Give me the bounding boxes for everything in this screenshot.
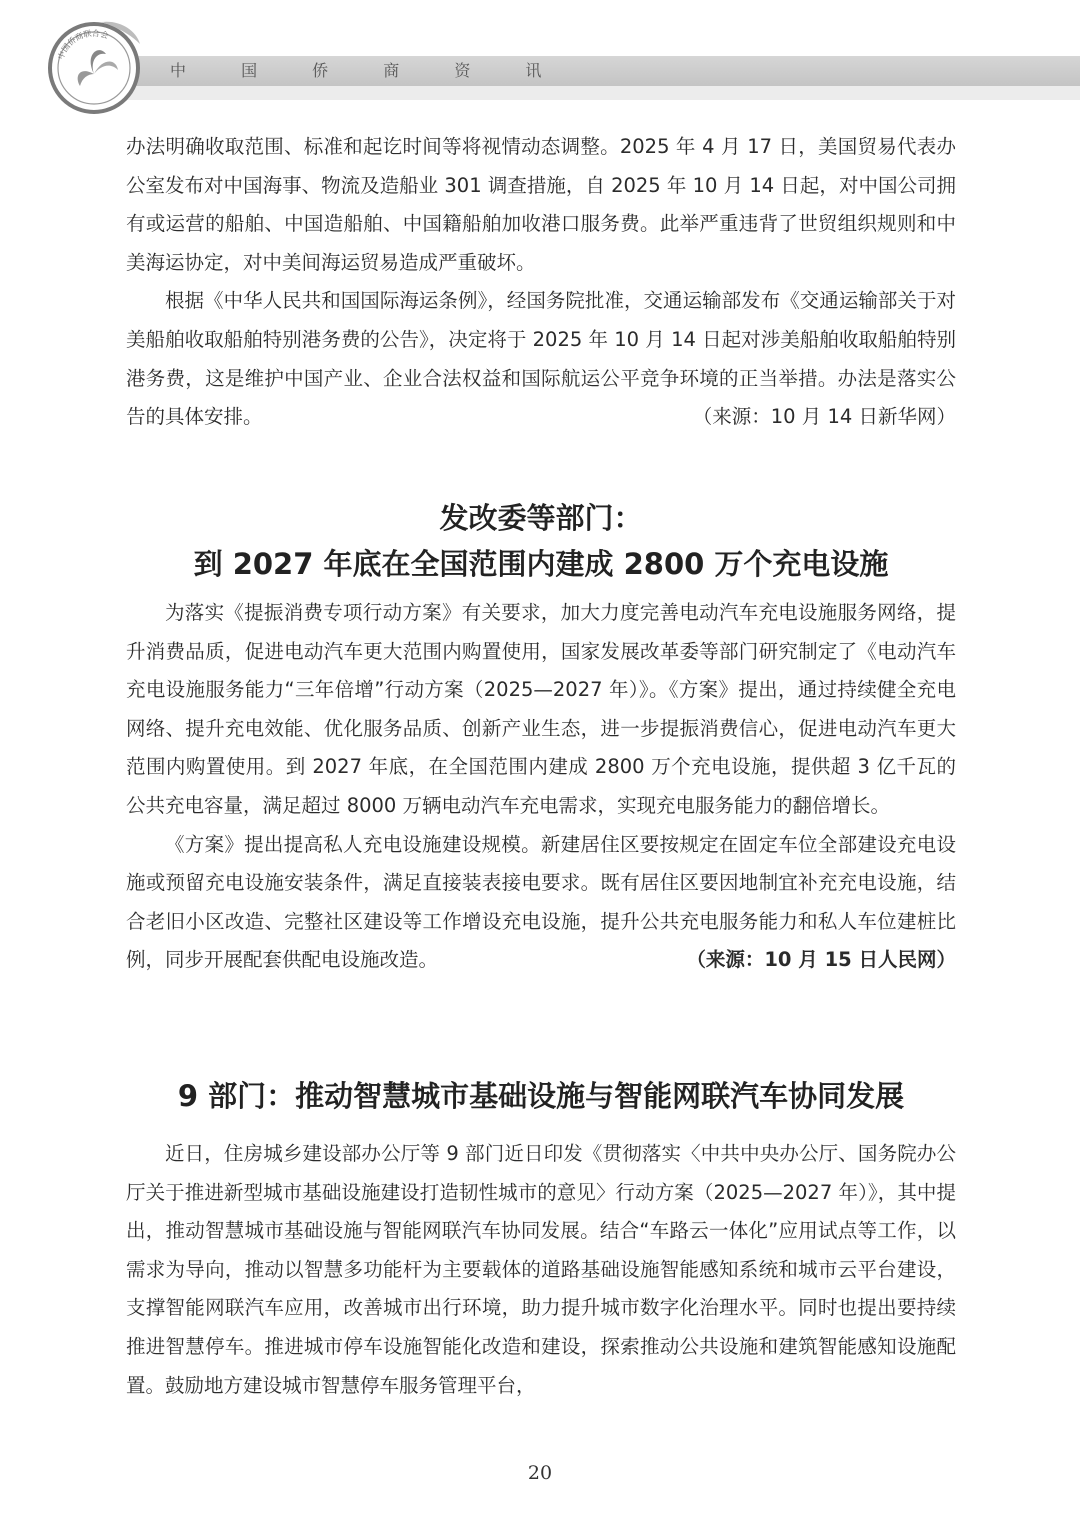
headline: 到 2027 年底在全国范围内建成 2800 万个充电设施 (193, 547, 889, 581)
section-3 (126, 1135, 956, 1405)
paragraph: 根据《中华人民共和国国际海运条例》，经国务院批准，交通运输部发布《交通运输部关于对美船舶收取船舶特别港务费的公告》，决定将于 2025 年 10 月 14 日起对涉美船舶收取船舶特别港务费，这是维护中国产业、企业合法权益和国际航运公平竞争环境的正当举措。办法是落实公告的具体安排。 （来源：10 月 14 日新华网） (126, 282, 956, 436)
source-note: （来源：10 月 15 日人民网） (686, 948, 956, 972)
section-2 (126, 594, 956, 980)
header-title: 中 国 侨 商 资 讯 (170, 61, 567, 80)
paragraph: 《方案》提出提高私人充电设施建设规模。新建居住区要按规定在固定车位全部建设充电设施或预留充电设施安装条件，满足直接装表接电要求。既有居住区要因地制宜补充充电设施，结合老旧小区改造、完整社区建设等工作增设充电设施，提升公共充电服务能力和私人车位建桩比例，同步开展配套供配电设施改造。 （来源：10 月 15 日人民网） (126, 826, 956, 980)
paragraph: 办法明确收取范围、标准和起讫时间等将视情动态调整。2025 年 4 月 17 日，美国贸易代表办公室发布对中国海事、物流及造船业 301 调查措施，自 2025 年 10 月 14 日起，对中国公司拥有或运营的船舶、中国造船舶、中国籍船舶加收港口服务费。此举严重违背了世贸组织规则和中美海运协定，对中美间海运贸易造成严重破坏。 (126, 135, 956, 274)
paragraph: 近日，住房城乡建设部办公厅等 9 部门近日印发《贯彻落实〈中共中央办公厅、国务院办公厅关于推进新型城市基础设施建设打造韧性城市的意见〉行动方案（2025—2027 年）》，其中提出，推动智慧城市基础设施与智能网联汽车协同发展。结合“车路云一体化”应用试点等工作，以需求为导向，推动以智慧多功能杆为主要载体的道路基础设施智能感知系统和城市云平台建设，支撑智能网联汽车应用，改善城市出行环境，助力提升城市数字化治理水平。同时也提出要持续推进智慧停车。推进城市停车设施智能化改造和建设，探索推动公共设施和建筑智能感知设施配置。鼓励地方建设城市智慧停车服务管理平台， (126, 1142, 956, 1397)
page-number: 20 (527, 1462, 553, 1484)
section-1 (126, 128, 956, 437)
headline: 发改委等部门： (439, 501, 643, 535)
logo (44, 14, 144, 114)
paragraph: 为落实《提振消费专项行动方案》有关要求，加大力度完善电动汽车充电设施服务网络，提升消费品质，促进电动汽车更大范围内购置使用，国家发展改革委等部门研究制定了《电动汽车充电设施服务能力“三年倍增”行动方案（2025—2027 年）》。《方案》提出，通过持续健全充电网络、提升充电效能、优化服务品质、创新产业生态，进一步提振消费信心，促进电动汽车更大范围内购置使用。到 2027 年底，在全国范围内建成 2800 万个充电设施，提供超 3 亿千瓦的公共充电容量，满足超过 8000 万辆电动汽车充电需求，实现充电服务能力的翻倍增长。 (126, 601, 956, 817)
logo-text: 中国侨商联合会 (56, 28, 110, 61)
section-2-headline (126, 495, 956, 587)
source-note: （来源：10 月 14 日新华网） (692, 405, 956, 429)
headline: 9 部门：推动智慧城市基础设施与智能网联汽车协同发展 (177, 1079, 905, 1113)
header-band-lower (100, 86, 1080, 100)
section-3-headline (126, 1073, 956, 1119)
